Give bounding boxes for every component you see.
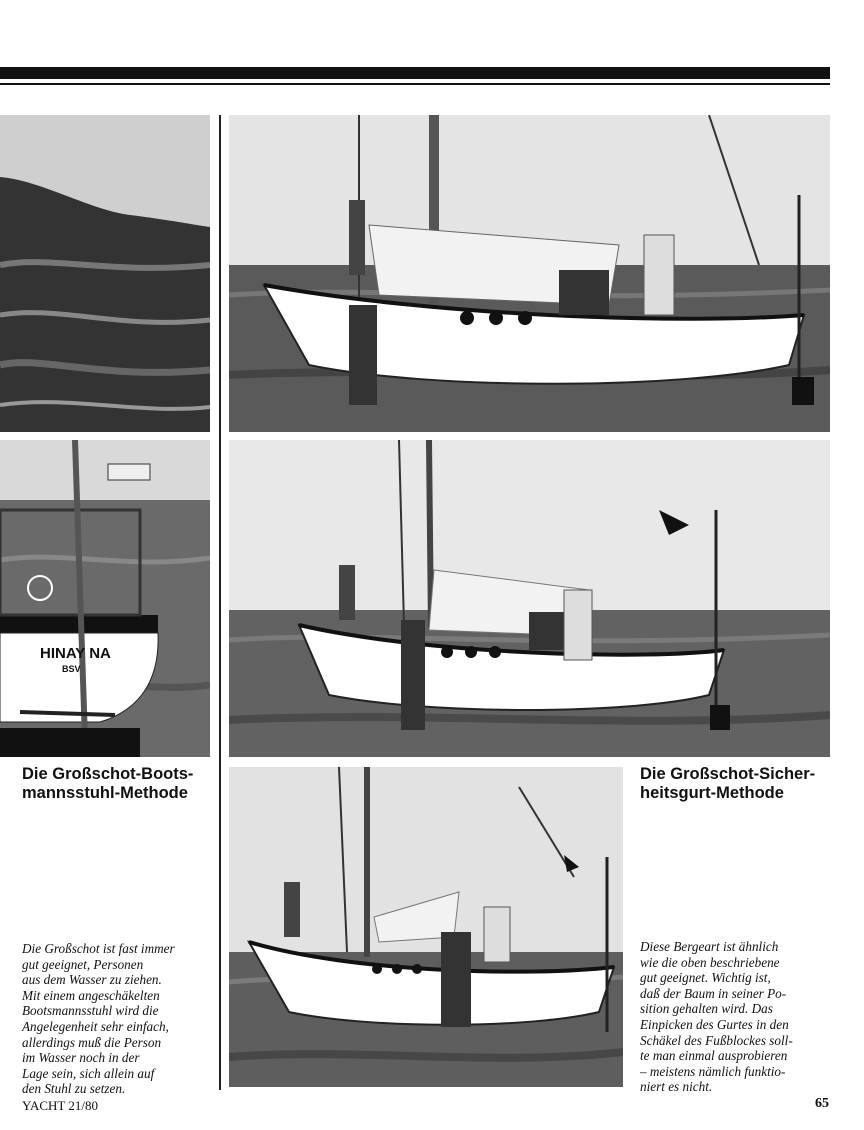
left-caption-line: im Wasser noch in der: [22, 1050, 140, 1066]
left-caption-line: Angelegenheit sehr einfach,: [22, 1018, 169, 1034]
right-caption-line: Einpicken des Gurtes in den: [640, 1016, 789, 1032]
left-caption-line: gut geeignet, Personen: [22, 956, 144, 972]
stern-port-label: BSV: [62, 664, 81, 674]
right-heading-line1: Die Großschot-Sicher-: [640, 765, 816, 783]
footer-issue: YACHT 21/80: [22, 1098, 98, 1113]
page-number: 65: [815, 1096, 829, 1111]
left-caption: [22, 941, 217, 1097]
left-heading-line2: mannsstuhl-Methode: [22, 784, 188, 802]
right-caption-line: niert es nicht.: [640, 1079, 713, 1095]
right-caption-line: sition gehalten wird. Das: [640, 1001, 773, 1017]
right-caption-line: – meistens nämlich funktio-: [640, 1063, 786, 1079]
left-heading-line1: Die Großschot-Boots-: [22, 765, 194, 783]
boat-photo-top: [229, 115, 830, 432]
left-caption-line: Mit einem angeschäkelten: [22, 987, 160, 1003]
left-heading: [22, 765, 217, 803]
left-caption-line: Die Großschot ist fast immer: [22, 941, 175, 956]
right-caption-line: wie die oben beschriebene: [640, 954, 780, 970]
stern-photo: [0, 440, 210, 757]
left-caption-line: Bootsmannsstuhl wird die: [22, 1003, 159, 1019]
right-caption-line: gut geeignet. Wichtig ist,: [640, 970, 771, 986]
right-heading-line2: heitsgurt-Methode: [640, 784, 784, 802]
left-caption-line: allerdings muß die Person: [22, 1034, 162, 1050]
left-caption-line: aus dem Wasser zu ziehen.: [22, 972, 162, 988]
column-divider: [219, 115, 221, 1090]
stern-name-label: HINAY NA: [40, 645, 111, 662]
right-caption-line: Diese Bergeart ist ähnlich: [640, 939, 779, 954]
boat-photo-middle: [229, 440, 830, 757]
boat-photo-bottom: [229, 767, 623, 1087]
right-heading: [640, 765, 860, 803]
sea-photo: [0, 115, 210, 432]
right-caption-line: Schäkel des Fußblockes soll-: [640, 1032, 793, 1048]
header-bar: [0, 67, 830, 79]
right-caption: [640, 939, 860, 1095]
header-rule: [0, 83, 830, 85]
right-caption-line: te man einmal ausprobieren: [640, 1048, 788, 1064]
left-caption-line: den Stuhl zu setzen.: [22, 1081, 126, 1097]
left-caption-line: Lage sein, sich allein auf: [22, 1065, 155, 1081]
right-caption-line: daß der Baum in seiner Po-: [640, 985, 787, 1001]
